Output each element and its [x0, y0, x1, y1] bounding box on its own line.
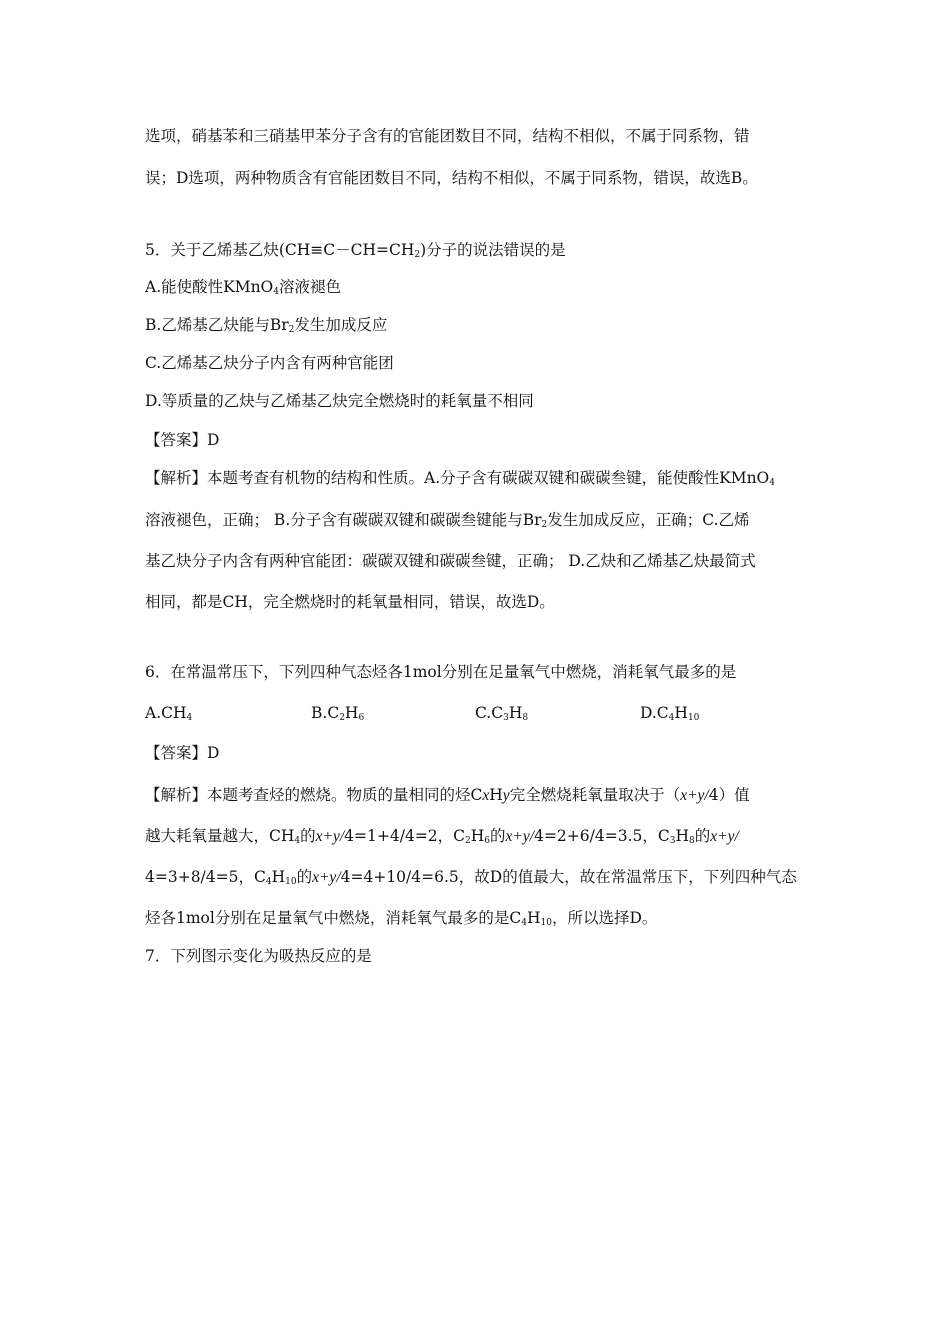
prev-explanation-line-1: 选项，硝基苯和三硝基甲苯分子含有的官能团数目不同，结构不相似，不属于同系物，错	[145, 127, 750, 145]
question-6-explanation-line-4: 烃各1mol分别在足量氧气中燃烧，消耗氧气最多的是$C_4H_{10}$，所以选择D。	[145, 909, 658, 928]
question-7-stem: 7．下列图示变化为吸热反应的是	[145, 947, 372, 965]
question-5-stem: 5．关于乙烯基乙炔$(CH\equiv C-CH=CH_2)$分子的说法错误的是	[145, 241, 566, 260]
question-6-explanation-line-3: 4=3+8/4=5，$C_4H_{10}$的x+y/4=4+10/4=6.5，故D的值最大，故在常温常压下，下列四种气态	[145, 868, 797, 887]
question-6-option-b: $B.C_2H_6$	[311, 704, 365, 723]
question-6-explanation-line-2: 越大耗氧量越大，$CH_4$的x+y/4=1+4/4=2，$C_2H_6$的x+y/4=2+6/4=3.5，$C_3H_8$的x+y/	[145, 827, 739, 846]
question-6-option-c: $C.C_3H_8$	[475, 704, 529, 723]
question-6-answer: 【答案】D	[145, 744, 220, 762]
question-5-answer: 【答案】D	[145, 431, 220, 449]
question-5-option-b: B.乙烯基乙炔能与$Br_2$发生加成反应	[145, 316, 388, 335]
question-5-option-c: C.乙烯基乙炔分子内含有两种官能团	[145, 354, 394, 372]
question-5-explanation-line-4: 相同，都是CH，完全燃烧时的耗氧量相同，错误，故选D。	[145, 593, 555, 611]
question-5-option-d: D.等质量的乙炔与乙烯基乙炔完全燃烧时的耗氧量不相同	[145, 392, 534, 410]
question-6-option-a: $A.CH_4$	[145, 704, 193, 723]
question-5-explanation-line-1: 【解析】本题考查有机物的结构和性质。A.分子含有碳碳双键和碳碳叁键，能使酸性KMnO$_4$	[145, 469, 775, 488]
question-5-option-a: A.能使酸性KMnO$_4$溶液褪色	[145, 278, 342, 297]
question-5-explanation-line-2: 溶液褪色，正确； B.分子含有碳碳双键和碳碳叁键能与$Br_2$发生加成反应，正确；C.乙烯	[145, 511, 750, 530]
question-5-explanation-line-3: 基乙炔分子内含有两种官能团：碳碳双键和碳碳叁键，正确； D.乙炔和乙烯基乙炔最简式	[145, 552, 756, 570]
question-6-option-d: $D.C_4H_{10}$	[640, 704, 700, 723]
prev-explanation-line-2: 误；D选项，两种物质含有官能团数目不同，结构不相似，不属于同系物，错误，故选B。	[145, 169, 758, 187]
question-6-explanation-line-1: 【解析】本题考查烃的燃烧。物质的量相同的烃CxHy完全燃烧耗氧量取决于（x+y/4）值	[145, 786, 750, 804]
question-6-stem: 6．在常温常压下，下列四种气态烃各1mol分别在足量氧气中燃烧，消耗氧气最多的是	[145, 663, 737, 681]
